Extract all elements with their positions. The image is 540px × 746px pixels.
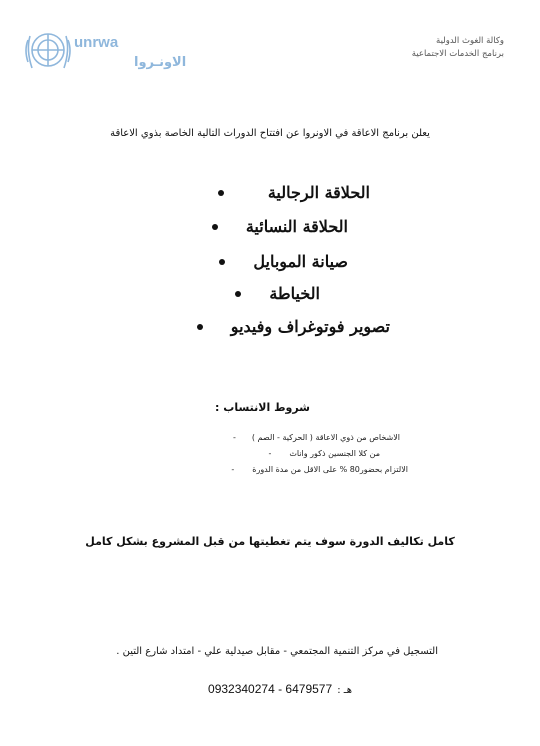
bullet-icon (218, 190, 224, 196)
course-label: صيانة الموبايل (253, 252, 348, 271)
course-item (235, 284, 320, 303)
course-label: تصوير فوتوغراف وفيديو (230, 317, 390, 336)
course-item (212, 217, 348, 236)
requirements-title: شروط الانتساب : (215, 401, 310, 414)
logo-arabic-text: الاونـروا (134, 55, 187, 70)
requirement-text: الاشخاص من ذوي الاعاقة ( الحركية - الصم ) (251, 433, 400, 442)
dash-icon: - (231, 465, 235, 474)
contact-row (208, 678, 352, 697)
course-item (219, 252, 348, 271)
intro-text: يعلن برنامج الاعاقة في الاونروا عن افتتاح الدورات التالية الخاصة بذوي الاعاقة (110, 128, 430, 139)
requirement-text: من كلا الجنسين ذكور واناث (289, 449, 380, 458)
department-name: برنامج الخدمات الاجتماعية (411, 49, 504, 59)
requirement-item (268, 449, 380, 458)
funding-note: كامل تكاليف الدورة سوف يتم تغطيتها من قبل المشروع بشكل كامل (85, 535, 455, 548)
bullet-icon (235, 291, 241, 297)
logo-latin-text: unrwa (74, 34, 119, 51)
phone-label: هـ : (337, 685, 352, 696)
un-emblem-icon (26, 34, 70, 68)
dash-icon: - (268, 449, 272, 458)
course-label: الحلاقة النسائية (245, 217, 348, 236)
course-item (197, 317, 390, 336)
bullet-icon (197, 324, 203, 330)
requirement-item (233, 433, 400, 442)
phone-numbers: 0932340274 - 6479577 (208, 682, 333, 696)
course-item (218, 183, 370, 202)
org-name: وكالة الغوث الدولية (436, 36, 504, 46)
course-label: الخياطة (269, 284, 320, 303)
requirement-text: الالتزام بحضور80 % على الاقل من مدة الدورة (252, 465, 408, 474)
course-label: الحلاقة الرجالية (267, 183, 370, 202)
bullet-icon (212, 224, 218, 230)
bullet-icon (219, 259, 225, 265)
requirement-item (231, 465, 408, 474)
dash-icon: - (233, 433, 236, 442)
unrwa-logo (22, 22, 187, 78)
registration-text: التسجيل في مركز التنمية المجتمعي - مقابل صيدلية علي - امتداد شارع التين . (116, 646, 438, 657)
